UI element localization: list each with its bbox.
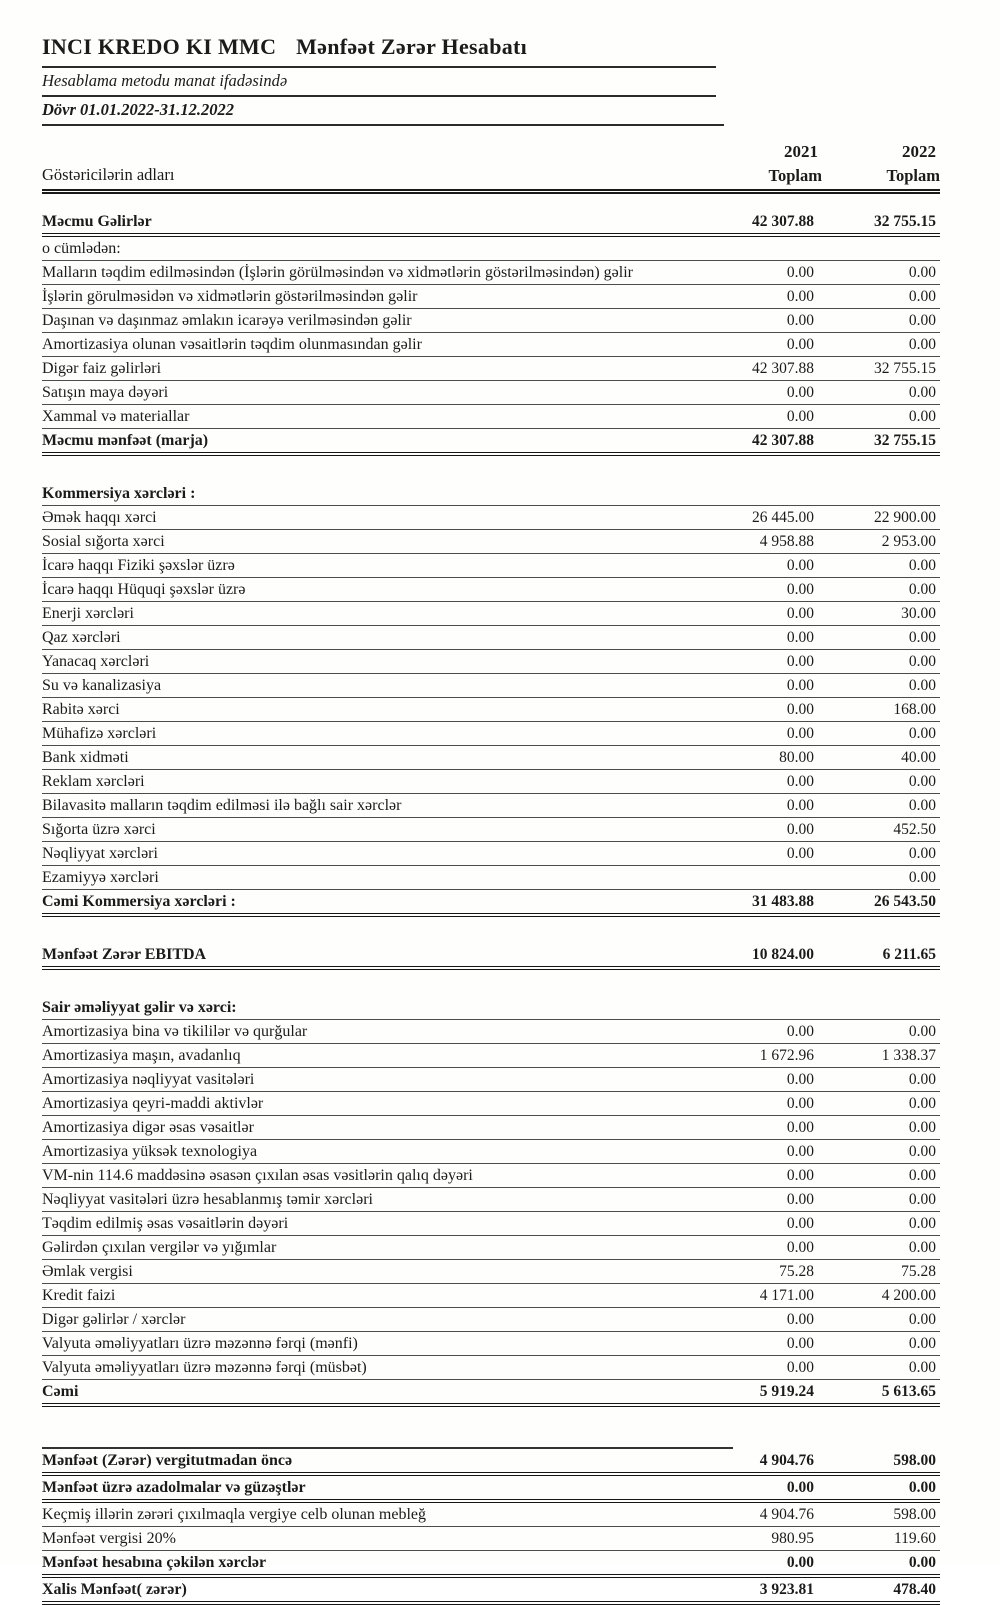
value-2021: 4 904.76 <box>759 1452 814 1469</box>
row-label: Su və kanalizasiya <box>42 677 162 694</box>
table-row <box>42 578 940 602</box>
value-2022: 0.00 <box>908 797 936 814</box>
row-label: Məcmu Gəlirlər <box>42 213 152 230</box>
value-2021: 0.00 <box>786 1359 814 1376</box>
row-label: Bank xidməti <box>42 749 129 766</box>
value-2021: 31 483.88 <box>752 893 814 910</box>
value-2022: 0.00 <box>908 1191 936 1208</box>
value-2021: 0.00 <box>786 1554 814 1571</box>
row-label: Yanacaq xərcləri <box>42 653 150 670</box>
value-2021: 0.00 <box>786 1071 814 1088</box>
row-label: Daşınan və daşınmaz əmlakın icarəyə verilməsindən gəlir <box>42 312 412 329</box>
table-row <box>42 1140 940 1164</box>
value-2021: 0.00 <box>786 1335 814 1352</box>
table-row <box>42 746 940 770</box>
row-label: Sığorta üzrə xərci <box>42 821 156 838</box>
table-row <box>42 650 940 674</box>
table-row <box>42 1551 940 1578</box>
toplam-2022-header: Toplam <box>886 166 940 185</box>
value-2022: 0.00 <box>908 1143 936 1160</box>
table-row <box>42 210 940 237</box>
row-label: Enerji xərcləri <box>42 605 134 622</box>
row-label: Sosial sığorta xərci <box>42 533 165 550</box>
row-label: Digər faiz gəlirləri <box>42 360 162 377</box>
value-2022: 119.60 <box>893 1530 936 1547</box>
value-2022: 0.00 <box>908 725 936 742</box>
value-2021: 0.00 <box>786 773 814 790</box>
year-2022-header: 2022 <box>902 142 936 161</box>
value-2021: 0.00 <box>786 1479 814 1496</box>
row-label: Təqdim edilmiş əsas vəsaitlərin dəyəri <box>42 1215 289 1232</box>
value-2022: 598.00 <box>893 1452 936 1469</box>
table-row <box>42 1380 940 1407</box>
row-label: Nəqliyyat xərcləri <box>42 845 158 862</box>
row-label: Kredit faizi <box>42 1287 116 1304</box>
row-label: Kommersiya xərcləri : <box>42 485 196 502</box>
row-label: Mənfəət Zərər EBITDA <box>42 946 207 963</box>
value-2021: 0.00 <box>786 336 814 353</box>
table-row <box>42 261 940 285</box>
table-row <box>42 1578 940 1605</box>
table-row <box>42 1332 940 1356</box>
value-2021: 42 307.88 <box>752 432 814 449</box>
row-label: Mənfəət (Zərər) vergitutmadan öncə <box>42 1452 293 1469</box>
table-row <box>42 309 940 333</box>
value-2022: 0.00 <box>908 581 936 598</box>
value-2021: 4 904.76 <box>759 1506 814 1523</box>
column-2021 <box>704 142 822 186</box>
row-label: Mənfəət hesabına çəkilən xərclər <box>42 1554 267 1571</box>
value-2022: 0.00 <box>908 1167 936 1184</box>
table-row <box>42 333 940 357</box>
row-label: Malların təqdim edilməsindən (İşlərin görülməsindən və xidmətlərin göstərilməsindən) gəlir <box>42 264 633 281</box>
value-2022: 30.00 <box>901 605 936 622</box>
value-2022: 32 755.15 <box>874 432 936 449</box>
value-2022: 0.00 <box>908 845 936 862</box>
value-2021: 0.00 <box>786 1215 814 1232</box>
table-row <box>42 381 940 405</box>
row-label: VM-nin 114.6 maddəsinə əsasən çıxılan əsas vəsitlərin qalıq dəyəri <box>42 1167 473 1184</box>
table-row <box>42 1476 940 1503</box>
value-2022: 0.00 <box>908 288 936 305</box>
table-row <box>42 237 940 261</box>
value-2021: 26 445.00 <box>752 509 814 526</box>
value-2021: 1 672.96 <box>759 1047 814 1064</box>
table-row <box>42 722 940 746</box>
value-2022: 0.00 <box>908 1071 936 1088</box>
table-row <box>42 285 940 309</box>
value-2021: 0.00 <box>786 1239 814 1256</box>
row-label: Sair əməliyyat gəlir və xərci: <box>42 999 237 1016</box>
value-2021: 980.95 <box>771 1530 814 1547</box>
row-label: Valyuta əməliyyatları üzrə məzənnə fərqi (müsbət) <box>42 1359 367 1376</box>
row-label: İcarə haqqı Fiziki şəxslər üzrə <box>42 557 235 574</box>
row-label: Gəlirdən çıxılan vergilər və yığımlar <box>42 1239 277 1256</box>
value-2022: 478.40 <box>893 1581 936 1598</box>
column-2022 <box>822 142 940 186</box>
table-row <box>42 1020 940 1044</box>
value-2022: 168.00 <box>893 701 936 718</box>
row-label: İşlərin görulməsidən və xidmətlərin göstərilməsindən gəlir <box>42 288 418 305</box>
value-2022: 0.00 <box>908 1554 936 1571</box>
value-2021: 0.00 <box>786 1311 814 1328</box>
value-2022: 0.00 <box>908 653 936 670</box>
row-label: Rabitə xərci <box>42 701 120 718</box>
table-row <box>42 1527 940 1551</box>
value-2021: 0.00 <box>786 821 814 838</box>
value-2022: 0.00 <box>908 1479 936 1496</box>
value-2022: 22 900.00 <box>874 509 936 526</box>
value-2021: 0.00 <box>786 1191 814 1208</box>
value-2022: 4 200.00 <box>881 1287 936 1304</box>
table-row <box>42 357 940 381</box>
table-row <box>42 429 940 456</box>
table-row <box>42 770 940 794</box>
row-label: Nəqliyyat vasitələri üzrə hesablanmış təmir xərcləri <box>42 1191 373 1208</box>
value-2022: 0.00 <box>908 408 936 425</box>
value-2022: 0.00 <box>908 384 936 401</box>
value-2022: 0.00 <box>908 312 936 329</box>
table-row <box>42 1356 940 1380</box>
value-2022: 0.00 <box>908 264 936 281</box>
table-row <box>42 996 940 1020</box>
table-row <box>42 1188 940 1212</box>
value-2022: 0.00 <box>908 629 936 646</box>
value-2021: 0.00 <box>786 653 814 670</box>
value-2022: 5 613.65 <box>881 1383 936 1400</box>
value-2021: 0.00 <box>786 797 814 814</box>
table-row <box>42 1236 940 1260</box>
row-label: Mənfəət vergisi 20% <box>42 1530 176 1547</box>
toplam-2021-header: Toplam <box>768 166 822 185</box>
table-row <box>42 554 940 578</box>
value-2022: 0.00 <box>908 1023 936 1040</box>
table-row <box>42 698 940 722</box>
row-label: Amortizasiya nəqliyyat vasitələri <box>42 1071 255 1088</box>
value-2022: 0.00 <box>908 1119 936 1136</box>
value-2022: 0.00 <box>908 869 936 886</box>
report-table <box>42 210 940 1605</box>
table-row <box>42 530 940 554</box>
value-2021: 0.00 <box>786 408 814 425</box>
row-label: Xammal və materiallar <box>42 408 190 425</box>
row-label: Əmək haqqı xərci <box>42 509 157 526</box>
period-note: Dövr 01.01.2022-31.12.2022 <box>42 97 724 126</box>
value-2021: 0.00 <box>786 557 814 574</box>
section-divider-line <box>42 1407 940 1449</box>
value-2021: 80.00 <box>779 749 814 766</box>
value-2022: 0.00 <box>908 1335 936 1352</box>
table-row <box>42 1260 940 1284</box>
row-label: Xalis Mənfəət( zərər) <box>42 1581 187 1598</box>
row-label: Cəmi <box>42 1383 79 1400</box>
table-row <box>42 794 940 818</box>
value-2021: 42 307.88 <box>752 213 814 230</box>
row-spacer <box>42 917 940 943</box>
value-2021: 0.00 <box>786 1023 814 1040</box>
table-row <box>42 842 940 866</box>
value-2022: 0.00 <box>908 773 936 790</box>
table-row <box>42 866 940 890</box>
row-label: Məcmu mənfəət (marja) <box>42 432 209 449</box>
label-column-header: Göstəricilərin adları <box>42 165 175 184</box>
table-row <box>42 1308 940 1332</box>
company-name: INCI KREDO KI MMC <box>42 34 277 59</box>
method-note: Hesablama metodu manat ifadəsində <box>42 68 716 97</box>
value-2022: 0.00 <box>908 1239 936 1256</box>
table-row <box>42 482 940 506</box>
value-2022: 2 953.00 <box>881 533 936 550</box>
value-2021: 0.00 <box>786 605 814 622</box>
report-title <box>42 34 716 68</box>
value-2022: 40.00 <box>901 749 936 766</box>
value-2022: 6 211.65 <box>882 946 936 963</box>
value-2021: 0.00 <box>786 288 814 305</box>
table-row <box>42 1284 940 1308</box>
table-row <box>42 1092 940 1116</box>
row-label: Reklam xərcləri <box>42 773 145 790</box>
table-row <box>42 1164 940 1188</box>
table-row <box>42 1449 940 1476</box>
row-label: Amortizasiya olunan vəsaitlərin təqdim olunmasından gəlir <box>42 336 422 353</box>
row-label: Mühafizə xərcləri <box>42 725 157 742</box>
value-2021: 4 171.00 <box>759 1287 814 1304</box>
table-row <box>42 1503 940 1527</box>
table-row <box>42 602 940 626</box>
value-2022: 0.00 <box>908 1311 936 1328</box>
table-row <box>42 1044 940 1068</box>
value-2022: 1 338.37 <box>881 1047 936 1064</box>
value-2021: 3 923.81 <box>759 1581 814 1598</box>
value-2021: 0.00 <box>786 677 814 694</box>
value-2021: 42 307.88 <box>752 360 814 377</box>
row-label: Bilavasitə malların təqdim edilməsi ilə bağlı sair xərclər <box>42 797 402 814</box>
row-label: Qaz xərcləri <box>42 629 121 646</box>
row-spacer <box>42 970 940 996</box>
row-label: Amortizasiya qeyri-maddi aktivlər <box>42 1095 264 1112</box>
row-label: Amortizasiya maşın, avadanlıq <box>42 1047 241 1064</box>
row-label: Valyuta əməliyyatları üzrə məzənnə fərqi (mənfi) <box>42 1335 358 1352</box>
value-2021: 0.00 <box>786 725 814 742</box>
value-2022: 0.00 <box>908 557 936 574</box>
table-row <box>42 1116 940 1140</box>
row-label: Amortizasiya yüksək texnologiya <box>42 1143 258 1160</box>
table-row <box>42 943 940 970</box>
value-2021: 0.00 <box>786 701 814 718</box>
value-2021: 10 824.00 <box>752 946 814 963</box>
row-label: Ezamiyyə xərcləri <box>42 869 159 886</box>
table-row <box>42 674 940 698</box>
table-row <box>42 506 940 530</box>
value-2022: 598.00 <box>893 1506 936 1523</box>
value-2021: 75.28 <box>779 1263 814 1280</box>
value-2022: 0.00 <box>908 1215 936 1232</box>
table-row <box>42 1212 940 1236</box>
value-2022: 452.50 <box>893 821 936 838</box>
value-2021: 0.00 <box>786 312 814 329</box>
value-2022: 32 755.15 <box>874 360 936 377</box>
value-2021: 5 919.24 <box>759 1383 814 1400</box>
value-2022: 32 755.15 <box>874 213 936 230</box>
row-label: Satışın maya dəyəri <box>42 384 169 401</box>
row-label: Amortizasiya bina və tikililər və qurğular <box>42 1023 308 1040</box>
value-2022: 26 543.50 <box>874 893 936 910</box>
value-2021: 0.00 <box>786 581 814 598</box>
year-2021-header: 2021 <box>784 142 818 161</box>
row-label: Keçmiş illərin zərəri çıxılmaqla vergiye celb olunan mebleğ <box>42 1506 426 1523</box>
value-2022: 75.28 <box>901 1263 936 1280</box>
value-2022: 0.00 <box>908 1095 936 1112</box>
value-2022: 0.00 <box>908 336 936 353</box>
table-row <box>42 890 940 917</box>
value-2021: 0.00 <box>786 384 814 401</box>
row-label: o cümlədən: <box>42 240 121 257</box>
value-2022: 0.00 <box>908 677 936 694</box>
column-headers <box>42 142 940 194</box>
row-spacer <box>42 456 940 482</box>
value-2021: 0.00 <box>786 845 814 862</box>
value-2022: 0.00 <box>908 1359 936 1376</box>
value-2021: 0.00 <box>786 1143 814 1160</box>
row-label: Digər gəlirlər / xərclər <box>42 1311 186 1328</box>
table-row <box>42 818 940 842</box>
row-label: İcarə haqqı Hüquqi şəxslər üzrə <box>42 581 246 598</box>
value-2021: 0.00 <box>786 1095 814 1112</box>
value-2021: 0.00 <box>786 1167 814 1184</box>
value-2021: 0.00 <box>786 1119 814 1136</box>
table-row <box>42 1068 940 1092</box>
row-label: Mənfəət üzrə azadolmalar və güzəştlər <box>42 1479 306 1496</box>
report-name: Mənfəət Zərər Hesabatı <box>296 34 528 59</box>
value-2021: 0.00 <box>786 264 814 281</box>
row-label: Amortizasiya digər əsas vəsaitlər <box>42 1119 254 1136</box>
value-2021: 0.00 <box>786 629 814 646</box>
value-2021: 4 958.88 <box>759 533 814 550</box>
table-row <box>42 626 940 650</box>
row-label: Cəmi Kommersiya xərcləri : <box>42 893 236 910</box>
row-label: Əmlak vergisi <box>42 1263 133 1280</box>
table-row <box>42 405 940 429</box>
